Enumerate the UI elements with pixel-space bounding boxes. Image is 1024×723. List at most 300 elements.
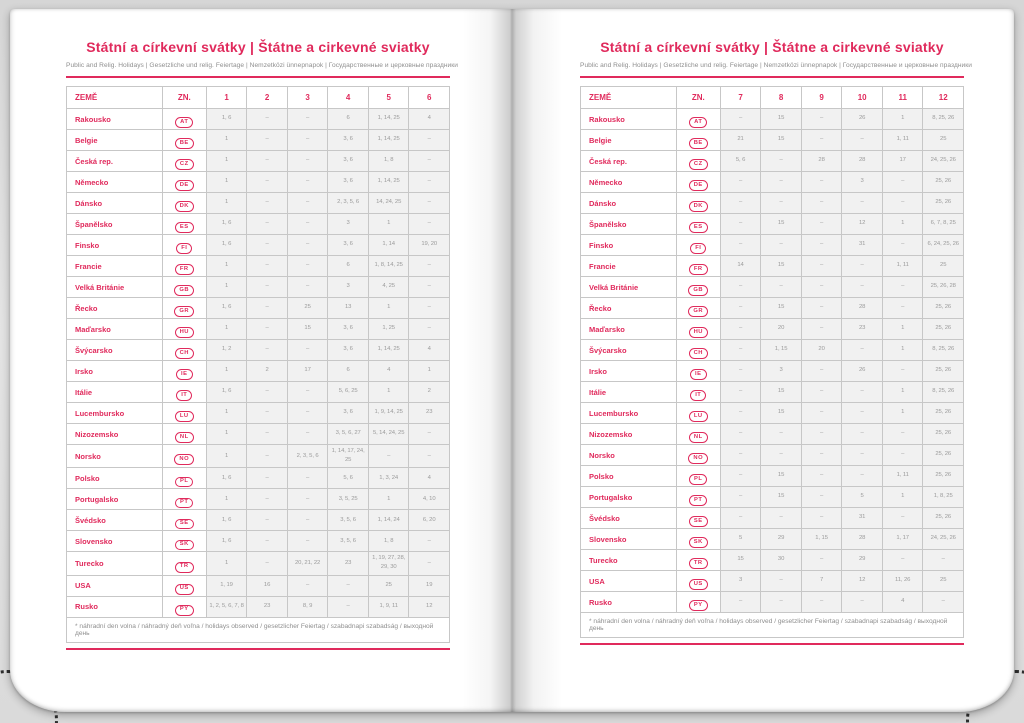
country-code-cell <box>162 382 206 403</box>
holiday-days-cell: – <box>882 550 923 571</box>
country-code-cell <box>676 529 720 550</box>
holiday-days-cell: – <box>287 172 328 193</box>
country-code-badge: PL <box>175 477 193 488</box>
holiday-days-cell: – <box>801 550 842 571</box>
holiday-days-cell: 25, 26 <box>923 361 964 382</box>
holiday-days-cell: 1, 14, 25 <box>368 172 409 193</box>
country-name-cell: Řecko <box>581 298 677 319</box>
holiday-days-cell: – <box>287 193 328 214</box>
holiday-days-cell: 23 <box>842 319 883 340</box>
holiday-days-cell: – <box>247 151 288 172</box>
holiday-days-cell: 23 <box>247 596 288 617</box>
table-row <box>67 424 450 445</box>
holiday-days-cell: – <box>801 130 842 151</box>
holiday-days-cell: – <box>247 552 288 575</box>
table-row <box>581 193 964 214</box>
country-code-badge: US <box>175 584 194 595</box>
holiday-days-cell: – <box>801 487 842 508</box>
table-row <box>67 298 450 319</box>
country-code-cell <box>676 193 720 214</box>
footnote-cell: * náhradní den volna / náhradný deň voľna / holidays observed / gesetzlicher Feiertag / szabadnapi szabadság / выходной день <box>581 613 964 638</box>
holiday-days-cell: 4, 25 <box>368 277 409 298</box>
holiday-days-cell: 3, 5, 25 <box>328 489 369 510</box>
holiday-days-cell: – <box>842 340 883 361</box>
country-name-cell: Maďarsko <box>67 319 163 340</box>
holiday-days-cell: 6 <box>328 361 369 382</box>
column-header-month: 1 <box>206 87 247 109</box>
holiday-days-cell: – <box>409 214 450 235</box>
table-row <box>581 487 964 508</box>
holiday-days-cell: 3, 6 <box>328 340 369 361</box>
table-row <box>581 172 964 193</box>
country-code-badge: PY <box>689 600 708 611</box>
holiday-days-cell: 1, 6 <box>206 109 247 130</box>
country-code-cell <box>162 214 206 235</box>
country-code-badge: AT <box>689 117 707 128</box>
holiday-days-cell: – <box>720 298 761 319</box>
table-row <box>581 130 964 151</box>
country-name-cell: USA <box>67 575 163 596</box>
country-code-cell <box>676 298 720 319</box>
country-code-cell <box>162 361 206 382</box>
table-row <box>67 552 450 575</box>
holiday-days-cell: 29 <box>842 550 883 571</box>
holiday-days-cell: – <box>247 403 288 424</box>
table-row <box>581 508 964 529</box>
country-code-badge: LU <box>689 411 708 422</box>
country-code-badge: AT <box>175 117 193 128</box>
holiday-days-cell: 25, 26 <box>923 193 964 214</box>
holiday-days-cell: 25 <box>923 571 964 592</box>
holiday-days-cell: – <box>247 382 288 403</box>
holiday-days-cell: 3, 5, 6 <box>328 531 369 552</box>
country-code-badge: DE <box>689 180 708 191</box>
table-row <box>581 529 964 550</box>
holiday-days-cell: 1, 8, 25 <box>923 487 964 508</box>
diary-spread <box>10 9 1014 712</box>
country-code-badge: DE <box>175 180 194 191</box>
holiday-days-cell: 5, 6 <box>720 151 761 172</box>
page-title: Státní a církevní svátky | Štátne a cirkevné sviatky <box>600 39 944 55</box>
holiday-days-cell: 1, 6 <box>206 468 247 489</box>
table-row <box>67 382 450 403</box>
holiday-days-cell: 1 <box>206 361 247 382</box>
holiday-days-cell: 3 <box>328 277 369 298</box>
country-name-cell: Nizozemsko <box>581 424 677 445</box>
holiday-days-cell: 25, 26 <box>923 298 964 319</box>
footnote-cell: * náhradní den volna / náhradný deň voľna / holidays observed / gesetzlicher Feiertag / szabadnapi szabadság / выходной день <box>67 617 450 642</box>
country-code-badge: FI <box>176 243 192 254</box>
holiday-days-cell: 17 <box>882 151 923 172</box>
holiday-days-cell: – <box>247 424 288 445</box>
country-name-cell: Rusko <box>67 596 163 617</box>
holiday-days-cell: 1, 9, 11 <box>368 596 409 617</box>
holiday-days-cell: 1, 19, 27, 28, 29, 30 <box>368 552 409 575</box>
holiday-days-cell: 1 <box>368 382 409 403</box>
country-name-cell: Irsko <box>67 361 163 382</box>
table-row <box>67 193 450 214</box>
holiday-days-cell: 1, 14, 25 <box>368 340 409 361</box>
diary-page-left <box>10 9 512 712</box>
holiday-days-cell: – <box>842 277 883 298</box>
holiday-days-cell: 1, 8 <box>368 531 409 552</box>
country-code-badge: IT <box>176 390 192 401</box>
holiday-days-cell: 26 <box>842 361 883 382</box>
holiday-days-cell: 15 <box>761 214 802 235</box>
holiday-days-cell: 2 <box>409 382 450 403</box>
country-code-badge: FI <box>690 243 706 254</box>
holiday-days-cell: 23 <box>328 552 369 575</box>
holiday-days-cell: – <box>287 256 328 277</box>
country-code-badge: SE <box>175 519 194 530</box>
holiday-days-cell: – <box>287 575 328 596</box>
holiday-days-cell: – <box>409 531 450 552</box>
country-name-cell: Rusko <box>581 592 677 613</box>
column-header-month: 6 <box>409 87 450 109</box>
holiday-days-cell: 1 <box>882 487 923 508</box>
country-name-cell: Nizozemsko <box>67 424 163 445</box>
holiday-days-cell: – <box>801 445 842 466</box>
holiday-days-cell: – <box>882 508 923 529</box>
holiday-days-cell: – <box>409 172 450 193</box>
holiday-days-cell: – <box>328 575 369 596</box>
holiday-days-cell: 4 <box>409 340 450 361</box>
holiday-days-cell: – <box>287 109 328 130</box>
country-code-cell <box>162 468 206 489</box>
page-title: Státní a církevní svátky | Štátne a cirkevné sviatky <box>86 39 430 55</box>
holiday-days-cell: – <box>882 172 923 193</box>
country-code-cell <box>162 298 206 319</box>
holiday-days-cell: 1, 6 <box>206 382 247 403</box>
holiday-days-cell: 5, 14, 24, 25 <box>368 424 409 445</box>
holiday-days-cell: 21 <box>720 130 761 151</box>
holiday-days-cell: 31 <box>842 235 883 256</box>
holiday-days-cell: 1, 11 <box>882 130 923 151</box>
country-name-cell: Slovensko <box>67 531 163 552</box>
holiday-days-cell: 6, 24, 25, 26 <box>923 235 964 256</box>
holiday-days-cell: – <box>368 445 409 468</box>
table-row <box>67 596 450 617</box>
holiday-days-cell: 1 <box>206 489 247 510</box>
country-code-cell <box>162 130 206 151</box>
country-code-cell <box>162 596 206 617</box>
holiday-days-cell: – <box>720 403 761 424</box>
holiday-days-cell: 1 <box>368 298 409 319</box>
holiday-days-cell: – <box>882 235 923 256</box>
country-code-badge: NL <box>175 432 194 443</box>
country-name-cell: Švýcarsko <box>581 340 677 361</box>
country-name-cell: Turecko <box>581 550 677 571</box>
holiday-days-cell: 3, 6 <box>328 319 369 340</box>
holiday-days-cell: 6 <box>328 109 369 130</box>
country-name-cell: Švédsko <box>67 510 163 531</box>
holiday-days-cell: – <box>801 235 842 256</box>
holiday-days-cell: – <box>842 445 883 466</box>
holiday-days-cell: 17 <box>287 361 328 382</box>
holiday-days-cell: 25, 26 <box>923 445 964 466</box>
table-row <box>581 277 964 298</box>
country-name-cell: Francie <box>581 256 677 277</box>
holiday-days-cell: 8, 25, 26 <box>923 382 964 403</box>
holiday-days-cell: – <box>247 214 288 235</box>
holiday-days-cell: 15 <box>761 403 802 424</box>
holiday-days-cell: – <box>247 109 288 130</box>
holiday-days-cell: – <box>409 552 450 575</box>
holiday-days-cell: – <box>761 508 802 529</box>
holiday-days-cell: 1, 14, 17, 24, 25 <box>328 445 369 468</box>
country-name-cell: Turecko <box>67 552 163 575</box>
accent-rule-top <box>66 76 450 78</box>
country-code-cell <box>162 340 206 361</box>
holiday-days-cell: 1 <box>409 361 450 382</box>
holiday-days-cell: 1 <box>206 193 247 214</box>
column-header-country: ZEMĚ <box>581 87 677 109</box>
country-code-cell <box>162 277 206 298</box>
country-code-cell <box>676 571 720 592</box>
holiday-days-cell: 4 <box>409 109 450 130</box>
holiday-days-cell: – <box>409 130 450 151</box>
holiday-days-cell: 5, 6 <box>328 468 369 489</box>
holiday-days-cell: 25 <box>287 298 328 319</box>
holiday-days-cell: 5 <box>720 529 761 550</box>
holiday-days-cell: 3 <box>720 571 761 592</box>
country-code-cell <box>676 109 720 130</box>
column-header-code: ZN. <box>676 87 720 109</box>
holiday-days-cell: – <box>761 592 802 613</box>
holiday-days-cell: 1 <box>882 109 923 130</box>
table-row <box>581 361 964 382</box>
holiday-days-cell: 25, 26 <box>923 424 964 445</box>
accent-rule-top <box>580 76 964 78</box>
holiday-days-cell: – <box>720 235 761 256</box>
country-name-cell: Belgie <box>581 130 677 151</box>
table-row <box>581 550 964 571</box>
holiday-days-cell: 15 <box>761 382 802 403</box>
table-row <box>67 319 450 340</box>
holiday-days-cell: – <box>801 382 842 403</box>
country-code-badge: CZ <box>689 159 708 170</box>
country-code-badge: NO <box>174 454 194 465</box>
country-code-cell <box>676 151 720 172</box>
holiday-days-cell: – <box>287 468 328 489</box>
country-code-badge: PL <box>689 474 707 485</box>
holiday-days-cell: – <box>761 445 802 466</box>
table-row <box>67 489 450 510</box>
holiday-days-cell: 30 <box>761 550 802 571</box>
holiday-days-cell: – <box>720 319 761 340</box>
country-code-badge: BE <box>175 138 194 149</box>
holiday-days-cell: 26 <box>842 109 883 130</box>
holiday-days-cell: 1 <box>206 403 247 424</box>
holiday-days-cell: 1, 25 <box>368 319 409 340</box>
country-code-cell <box>162 575 206 596</box>
holiday-days-cell: – <box>409 256 450 277</box>
holiday-days-cell: 31 <box>842 508 883 529</box>
holiday-days-cell: 1 <box>206 151 247 172</box>
table-row <box>581 109 964 130</box>
holiday-days-cell: 25, 26, 28 <box>923 277 964 298</box>
holiday-days-cell: – <box>801 592 842 613</box>
holiday-days-cell: 5, 6, 25 <box>328 382 369 403</box>
holiday-days-cell: 2, 3, 5, 6 <box>328 193 369 214</box>
holiday-days-cell: – <box>882 193 923 214</box>
country-code-badge: TR <box>175 562 194 573</box>
table-header-row <box>581 87 964 109</box>
table-row <box>67 277 450 298</box>
holiday-days-cell: 1, 17 <box>882 529 923 550</box>
table-row <box>67 403 450 424</box>
country-name-cell: Lucembursko <box>67 403 163 424</box>
holiday-days-cell: – <box>720 445 761 466</box>
holiday-days-cell: – <box>247 277 288 298</box>
holiday-days-cell: – <box>247 489 288 510</box>
holiday-days-cell: – <box>720 466 761 487</box>
holiday-days-cell: – <box>287 130 328 151</box>
country-name-cell: Španělsko <box>581 214 677 235</box>
holiday-days-cell: 25, 26 <box>923 319 964 340</box>
holiday-days-cell: – <box>842 424 883 445</box>
country-code-badge: SK <box>175 540 194 551</box>
country-code-cell <box>162 424 206 445</box>
holiday-days-cell: – <box>247 130 288 151</box>
holiday-days-cell: – <box>801 466 842 487</box>
holiday-days-cell: 15 <box>761 109 802 130</box>
holiday-days-cell: 1 <box>882 340 923 361</box>
diary-page-right <box>512 9 1014 712</box>
holiday-days-cell: – <box>842 256 883 277</box>
holiday-days-cell: – <box>287 382 328 403</box>
country-name-cell: Finsko <box>581 235 677 256</box>
holiday-days-cell: 4, 10 <box>409 489 450 510</box>
holiday-days-cell: 6 <box>328 256 369 277</box>
holiday-days-cell: – <box>247 319 288 340</box>
holiday-days-cell: – <box>287 235 328 256</box>
holiday-days-cell: 28 <box>842 151 883 172</box>
holiday-days-cell: – <box>247 235 288 256</box>
holiday-days-cell: – <box>247 510 288 531</box>
holiday-days-cell: 16 <box>247 575 288 596</box>
table-row <box>581 466 964 487</box>
holiday-days-cell: 1 <box>882 382 923 403</box>
country-code-badge: PT <box>175 498 193 509</box>
table-row <box>67 340 450 361</box>
holiday-days-cell: 3, 6 <box>328 172 369 193</box>
holiday-days-cell: – <box>761 424 802 445</box>
holiday-days-cell: – <box>287 531 328 552</box>
footnote-row <box>67 617 450 642</box>
holiday-days-cell: 4 <box>409 468 450 489</box>
holiday-days-cell: – <box>720 193 761 214</box>
holiday-days-cell: – <box>842 592 883 613</box>
holiday-days-cell: – <box>801 277 842 298</box>
holiday-days-cell: – <box>247 298 288 319</box>
holiday-days-cell: – <box>409 298 450 319</box>
table-row <box>67 510 450 531</box>
country-code-cell <box>162 151 206 172</box>
table-row <box>581 424 964 445</box>
country-name-cell: Lucembursko <box>581 403 677 424</box>
holiday-days-cell: 28 <box>842 298 883 319</box>
table-row <box>581 319 964 340</box>
country-name-cell: Itálie <box>581 382 677 403</box>
column-header-month: 3 <box>287 87 328 109</box>
holiday-days-cell: 25, 26 <box>923 466 964 487</box>
country-code-cell <box>676 235 720 256</box>
holiday-days-cell: – <box>761 277 802 298</box>
holiday-days-cell: 25, 26 <box>923 508 964 529</box>
column-header-month: 10 <box>842 87 883 109</box>
page-subtitle: Public and Relig. Holidays | Gesetzliche und relig. Feiertage | Nemzetközi ünnepnapok | Государственные и церковные праздники <box>580 62 972 69</box>
holiday-days-cell: – <box>287 277 328 298</box>
holiday-days-cell: – <box>247 468 288 489</box>
holiday-days-cell: – <box>409 424 450 445</box>
holiday-days-cell: – <box>761 235 802 256</box>
holiday-days-cell: – <box>247 193 288 214</box>
table-row <box>581 445 964 466</box>
holiday-days-cell: 3 <box>328 214 369 235</box>
country-name-cell: Švédsko <box>581 508 677 529</box>
holiday-days-cell: – <box>720 172 761 193</box>
country-name-cell: Velká Británie <box>67 277 163 298</box>
country-code-badge: ES <box>175 222 194 233</box>
holiday-days-cell: 1 <box>206 130 247 151</box>
holiday-days-cell: – <box>287 424 328 445</box>
holiday-days-cell: 1, 11 <box>882 256 923 277</box>
country-code-cell <box>676 382 720 403</box>
holiday-days-cell: – <box>761 571 802 592</box>
country-code-badge: BE <box>689 138 708 149</box>
holiday-days-cell: – <box>720 214 761 235</box>
holiday-days-cell: 1 <box>206 277 247 298</box>
country-code-badge: HU <box>175 327 194 338</box>
holiday-days-cell: – <box>720 277 761 298</box>
holiday-days-cell: – <box>720 382 761 403</box>
holiday-days-cell: – <box>409 277 450 298</box>
holiday-days-cell: 1, 2 <box>206 340 247 361</box>
holidays-table-jan-jun <box>66 86 450 643</box>
holiday-days-cell: 1, 8, 14, 25 <box>368 256 409 277</box>
table-row <box>67 214 450 235</box>
holiday-days-cell: – <box>842 403 883 424</box>
holiday-days-cell: 15 <box>761 466 802 487</box>
table-row <box>67 172 450 193</box>
holiday-days-cell: 1, 6 <box>206 531 247 552</box>
country-code-cell <box>162 531 206 552</box>
holiday-days-cell: 20, 21, 22 <box>287 552 328 575</box>
holiday-days-cell: 4 <box>882 592 923 613</box>
holiday-days-cell: 25 <box>923 130 964 151</box>
country-name-cell: Slovensko <box>581 529 677 550</box>
country-name-cell: Rakousko <box>581 109 677 130</box>
holiday-days-cell: 11, 26 <box>882 571 923 592</box>
country-name-cell: Norsko <box>581 445 677 466</box>
holiday-days-cell: 8, 25, 26 <box>923 340 964 361</box>
holiday-days-cell: 8, 25, 26 <box>923 109 964 130</box>
country-code-badge: IE <box>690 369 706 380</box>
holiday-days-cell: – <box>247 531 288 552</box>
country-name-cell: Česká rep. <box>581 151 677 172</box>
country-code-badge: CH <box>175 348 194 359</box>
country-name-cell: Velká Británie <box>581 277 677 298</box>
holiday-days-cell: – <box>842 130 883 151</box>
holiday-days-cell: – <box>720 340 761 361</box>
holiday-days-cell: – <box>287 151 328 172</box>
table-row <box>581 151 964 172</box>
holiday-days-cell: – <box>842 382 883 403</box>
country-code-cell <box>676 445 720 466</box>
holiday-days-cell: – <box>801 298 842 319</box>
holiday-days-cell: 3, 5, 6, 27 <box>328 424 369 445</box>
